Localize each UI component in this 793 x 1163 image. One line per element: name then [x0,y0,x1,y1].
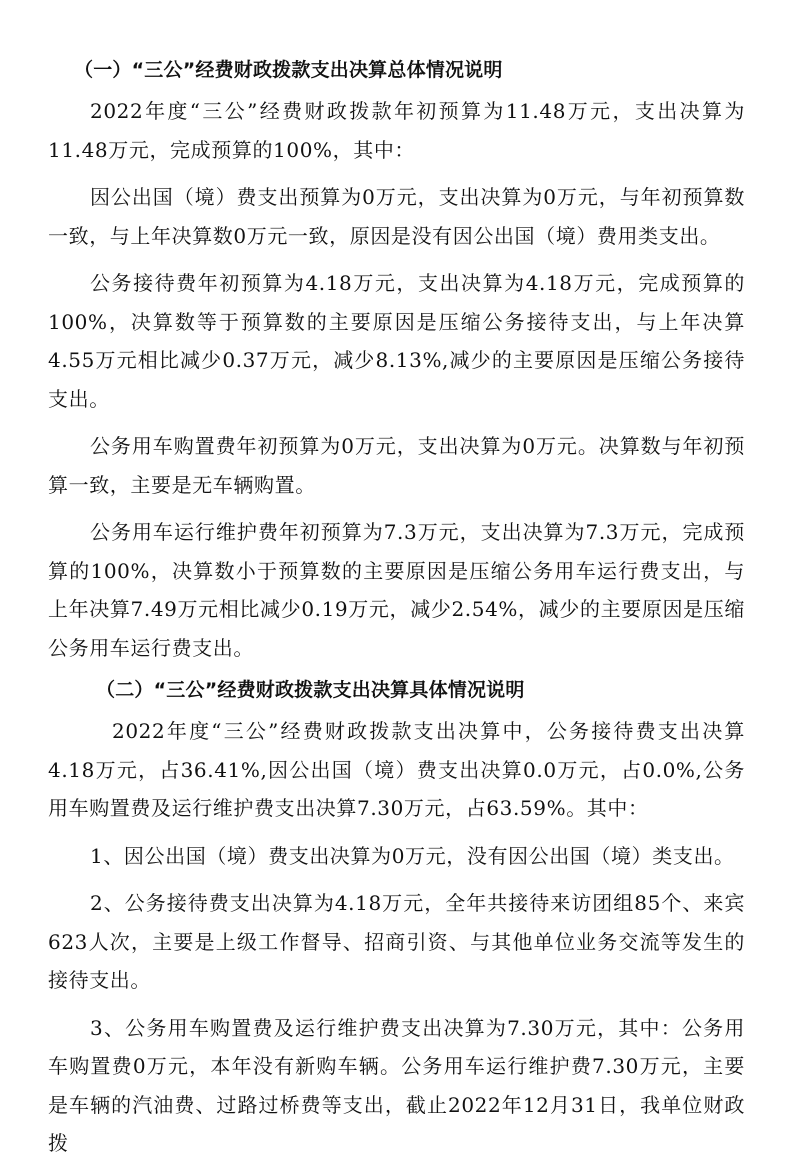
section1-paragraph-2: 因公出国（境）费支出预算为0万元，支出决算为0万元，与年初预算数一致，与上年决算数0万元一致，原因是没有因公出国（境）费用类支出。 [48,185,745,248]
section2-paragraph-1: 2022年度“三公”经费财政拨款支出决算中，公务接待费支出决算4.18万元，占36.41%,因公出国（境）费支出决算0.0万元，占0.0%,公务用车购置费及运行维护费支出决算7.30万元，占63.59%。其中： [48,719,745,820]
section1-paragraph-5: 公务用车运行维护费年初预算为7.3万元，支出决算为7.3万元，完成预算的100%，决算数小于预算数的主要原因是压缩公务用车运行费支出，与上年决算7.49万元相比减少0.19万元，减少2.54%，减少的主要原因是压缩公务用车运行费支出。 [48,520,745,660]
section2-heading: （二）“三公”经费财政拨款支出决算具体情况说明 [96,679,525,701]
section1-paragraph-3: 公务接待费年初预算为4.18万元，支出决算为4.18万元，完成预算的100%，决算数等于预算数的主要原因是压缩公务接待支出，与上年决算4.55万元相比减少0.37万元，减少8.13%,减少的主要原因是压缩公务接待支出。 [48,271,745,411]
section1-heading: （一）“三公”经费财政拨款支出决算总体情况说明 [74,59,503,81]
section2-paragraph-2: 1、因公出国（境）费支出决算为0万元，没有因公出国（境）类支出。 [90,843,735,868]
section1-paragraph-4: 公务用车购置费年初预算为0万元，支出决算为0万元。决算数与年初预算一致，主要是无车辆购置。 [48,434,745,497]
section1-paragraph-1: 2022年度“三公”经费财政拨款年初预算为11.48万元，支出决算为11.48万元，完成预算的100%，其中： [48,99,745,162]
section2-paragraph-3: 2、公务接待费支出决算为4.18万元，全年共接待来访团组85个、来宾623人次，主要是上级工作督导、招商引资、与其他单位业务交流等发生的接待支出。 [48,891,745,992]
section2-paragraph-4: 3、公务用车购置费及运行维护费支出决算为7.30万元，其中：公务用车购置费0万元，本年没有新购车辆。公务用车运行维护费7.30万元，主要是车辆的汽油费、过路过桥费等支出，截止2022年12月31日，我单位财政拨 [48,1015,745,1155]
